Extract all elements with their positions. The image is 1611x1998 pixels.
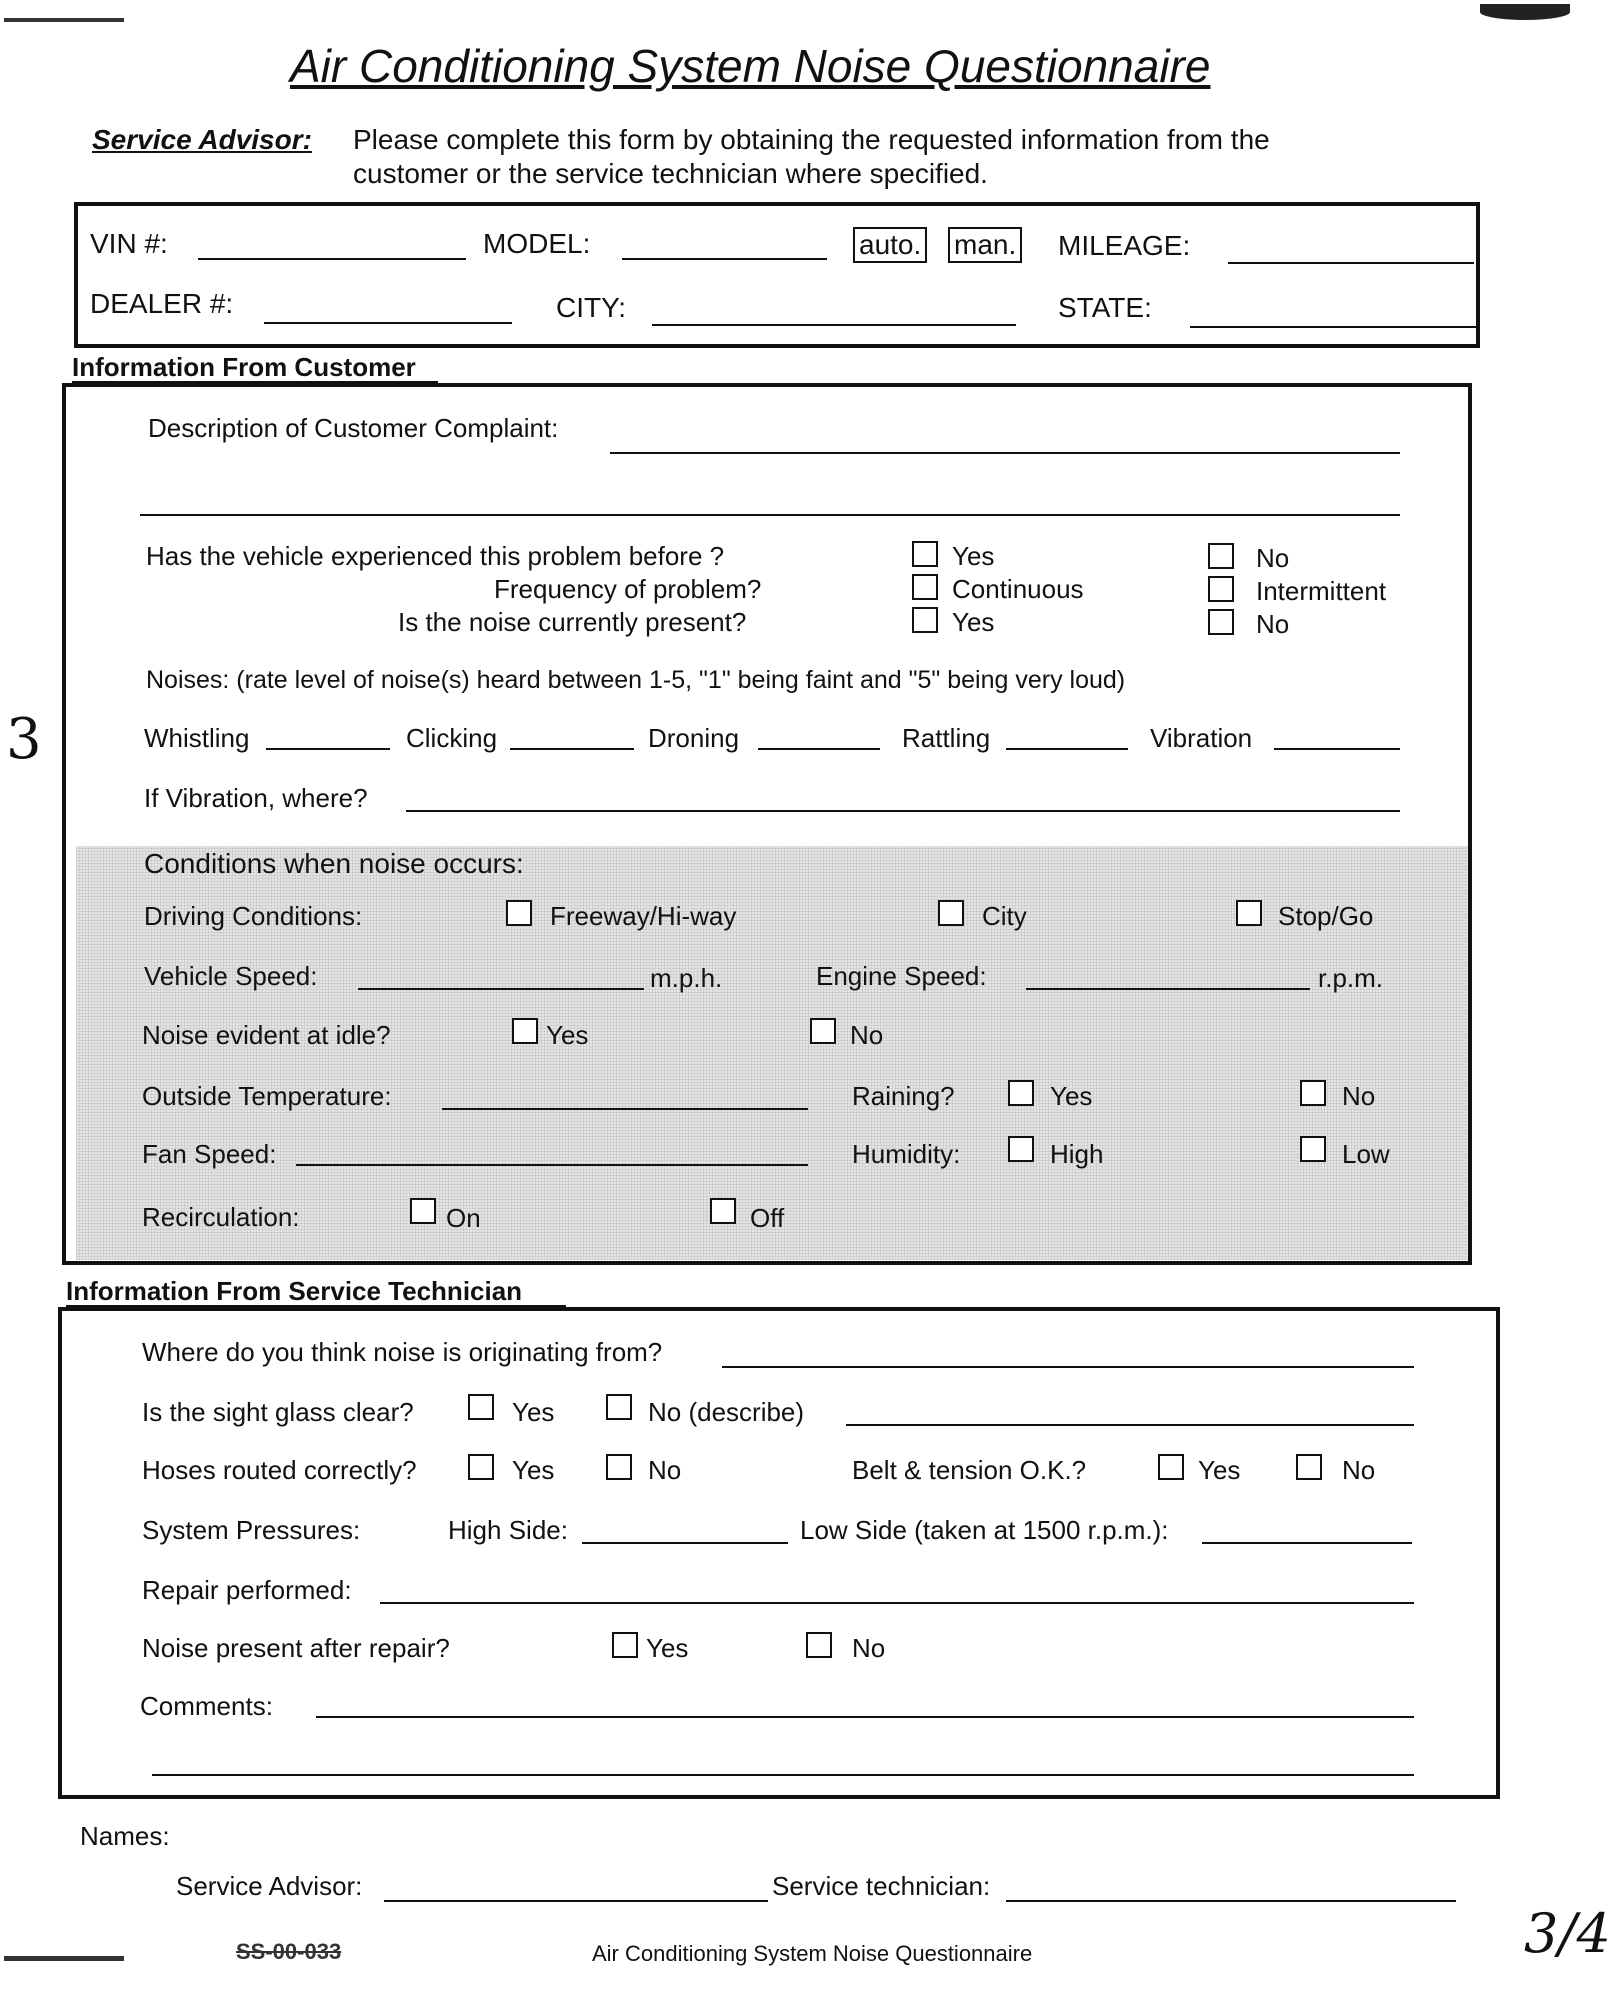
man-option[interactable]: man. [948, 227, 1022, 263]
scan-mark-top-left [4, 18, 124, 22]
hoses-label: Hoses routed correctly? [142, 1455, 417, 1485]
after-repair-yes-checkbox[interactable] [612, 1632, 638, 1658]
before-no-label: No [1256, 543, 1290, 573]
whistling-label: Whistling [144, 723, 250, 753]
idle-yes-label: Yes [546, 1020, 589, 1050]
after-repair-no-label: No [852, 1633, 886, 1663]
low-side-label: Low Side (taken at 1500 r.p.m.): [800, 1515, 1169, 1545]
belt-yes-checkbox[interactable] [1158, 1454, 1184, 1480]
model-field[interactable] [622, 258, 827, 260]
complaint-field-1[interactable] [610, 452, 1400, 454]
comments-label: Comments: [140, 1691, 273, 1721]
outside-temp-label: Outside Temperature: [142, 1081, 392, 1111]
vin-field[interactable] [198, 258, 466, 260]
comments-field-2[interactable] [152, 1774, 1414, 1776]
raining-yes-label: Yes [1050, 1081, 1093, 1111]
continuous-label: Continuous [952, 574, 1084, 604]
instruction-line-2: customer or the service technician where specified. [353, 158, 988, 189]
model-label: MODEL: [483, 228, 591, 259]
droning-label: Droning [648, 723, 740, 753]
technician-section-title: Information From Service Technician [66, 1276, 523, 1306]
present-no-checkbox[interactable] [1208, 609, 1234, 635]
page-title: Air Conditioning System Noise Questionnaire [290, 40, 1211, 92]
state-field[interactable] [1190, 326, 1476, 328]
raining-yes-checkbox[interactable] [1008, 1080, 1034, 1106]
scan-mark-bottom-left [4, 1956, 124, 1961]
scan-mark-top-right [1480, 4, 1570, 20]
rattling-field[interactable] [1006, 748, 1128, 750]
sight-glass-no-label: No (describe) [648, 1397, 805, 1427]
before-yes-label: Yes [952, 541, 995, 571]
q-currently-present: Is the noise currently present? [398, 607, 747, 637]
names-label: Names: [80, 1821, 170, 1851]
repair-field[interactable] [380, 1602, 1414, 1604]
city-label: CITY: [556, 292, 627, 323]
idle-label: Noise evident at idle? [142, 1020, 391, 1050]
mileage-field[interactable] [1228, 262, 1474, 264]
complaint-field-2[interactable] [140, 514, 1400, 516]
complaint-label: Description of Customer Complaint: [148, 413, 559, 443]
high-side-label: High Side: [448, 1515, 568, 1545]
before-no-checkbox[interactable] [1208, 543, 1234, 569]
humidity-low-label: Low [1342, 1139, 1390, 1169]
clicking-field[interactable] [510, 748, 634, 750]
dealer-label: DEALER #: [90, 288, 234, 319]
noises-instruction: Noises: (rate level of noise(s) heard between 1-5, "1" being faint and "5" being very loud) [146, 666, 1126, 694]
city-condition-label: City [982, 901, 1027, 931]
sight-glass-yes-label: Yes [512, 1397, 555, 1427]
idle-no-label: No [850, 1020, 884, 1050]
recirculation-on-checkbox[interactable] [410, 1198, 436, 1224]
raining-label: Raining? [852, 1081, 955, 1111]
footer-title: Air Conditioning System Noise Questionnaire [592, 1941, 1033, 1966]
q-problem-before: Has the vehicle experienced this problem before ? [146, 541, 725, 571]
mileage-label: MILEAGE: [1058, 230, 1191, 261]
vehicle-speed-label: Vehicle Speed: [144, 961, 318, 991]
present-yes-label: Yes [952, 607, 995, 637]
recirculation-off-label: Off [750, 1203, 785, 1233]
city-field[interactable] [652, 324, 1016, 326]
humidity-high-label: High [1050, 1139, 1104, 1169]
mph-label: m.p.h. [650, 963, 723, 993]
low-side-field[interactable] [1202, 1542, 1412, 1544]
after-repair-label: Noise present after repair? [142, 1633, 450, 1663]
service-advisor-name-field[interactable] [384, 1900, 768, 1902]
hoses-no-checkbox[interactable] [606, 1454, 632, 1480]
sight-glass-label: Is the sight glass clear? [142, 1397, 414, 1427]
vibration-label: Vibration [1150, 723, 1253, 753]
repair-label: Repair performed: [142, 1575, 352, 1605]
pressures-label: System Pressures: [142, 1515, 361, 1545]
comments-field-1[interactable] [316, 1716, 1414, 1718]
humidity-label: Humidity: [852, 1139, 961, 1169]
belt-yes-label: Yes [1198, 1455, 1241, 1485]
hoses-yes-label: Yes [512, 1455, 555, 1485]
auto-option[interactable]: auto. [853, 227, 927, 263]
handwritten-left-mark: 3 [6, 707, 42, 772]
belt-no-label: No [1342, 1455, 1376, 1485]
belt-no-checkbox[interactable] [1296, 1454, 1322, 1480]
vibration-where-field[interactable] [406, 810, 1400, 812]
vehicle-speed-field[interactable] [358, 988, 644, 990]
idle-no-checkbox[interactable] [810, 1018, 836, 1044]
intermittent-checkbox[interactable] [1208, 576, 1234, 602]
service-advisor-label: Service Advisor: [92, 124, 312, 155]
freeway-checkbox[interactable] [506, 900, 532, 926]
vibration-where-label: If Vibration, where? [144, 783, 368, 813]
handwritten-page-mark: 3/4 [1524, 1902, 1611, 1965]
after-repair-no-checkbox[interactable] [806, 1632, 832, 1658]
city-checkbox[interactable] [938, 900, 964, 926]
outside-temp-field[interactable] [442, 1108, 808, 1110]
sight-glass-describe-field[interactable] [846, 1424, 1414, 1426]
droning-field[interactable] [758, 748, 880, 750]
before-yes-checkbox[interactable] [912, 541, 938, 567]
engine-speed-label: Engine Speed: [816, 961, 987, 991]
high-side-field[interactable] [582, 1542, 788, 1544]
recirculation-off-checkbox[interactable] [710, 1198, 736, 1224]
state-label: STATE: [1058, 292, 1152, 323]
sight-glass-no-checkbox[interactable] [606, 1394, 632, 1420]
service-advisor-name-label: Service Advisor: [176, 1871, 363, 1901]
fan-speed-field[interactable] [296, 1164, 808, 1166]
vin-label: VIN #: [90, 228, 168, 259]
present-no-label: No [1256, 609, 1290, 639]
stopgo-label: Stop/Go [1278, 901, 1374, 931]
technician-info-box [58, 1307, 1500, 1799]
origin-label: Where do you think noise is originating from? [142, 1337, 663, 1367]
whistling-field[interactable] [266, 748, 390, 750]
customer-section-title: Information From Customer [72, 352, 416, 382]
fan-speed-label: Fan Speed: [142, 1139, 277, 1169]
humidity-low-checkbox[interactable] [1300, 1136, 1326, 1162]
stopgo-checkbox[interactable] [1236, 900, 1262, 926]
raining-no-checkbox[interactable] [1300, 1080, 1326, 1106]
clicking-label: Clicking [406, 723, 498, 753]
continuous-checkbox[interactable] [912, 574, 938, 600]
idle-yes-checkbox[interactable] [512, 1018, 538, 1044]
origin-field[interactable] [722, 1366, 1414, 1368]
humidity-high-checkbox[interactable] [1008, 1136, 1034, 1162]
raining-no-label: No [1342, 1081, 1376, 1111]
after-repair-yes-label: Yes [646, 1633, 689, 1663]
service-technician-name-label: Service technician: [772, 1871, 991, 1901]
present-yes-checkbox[interactable] [912, 607, 938, 633]
service-technician-name-field[interactable] [1006, 1900, 1456, 1902]
instruction-line-1: Please complete this form by obtaining the requested information from the [353, 124, 1270, 155]
recirculation-on-label: On [446, 1203, 481, 1233]
footer-code: SS-00-033 [236, 1939, 342, 1964]
engine-speed-field[interactable] [1026, 988, 1310, 990]
conditions-title: Conditions when noise occurs: [144, 848, 524, 879]
intermittent-label: Intermittent [1256, 576, 1387, 606]
sight-glass-yes-checkbox[interactable] [468, 1394, 494, 1420]
freeway-label: Freeway/Hi-way [550, 901, 737, 931]
recirculation-label: Recirculation: [142, 1202, 300, 1232]
hoses-yes-checkbox[interactable] [468, 1454, 494, 1480]
dealer-field[interactable] [264, 322, 512, 324]
driving-conditions-label: Driving Conditions: [144, 901, 363, 931]
belt-label: Belt & tension O.K.? [852, 1455, 1087, 1485]
rpm-label: r.p.m. [1318, 963, 1384, 993]
vibration-field[interactable] [1274, 748, 1400, 750]
hoses-no-label: No [648, 1455, 682, 1485]
q-frequency: Frequency of problem? [494, 574, 762, 604]
rattling-label: Rattling [902, 723, 991, 753]
